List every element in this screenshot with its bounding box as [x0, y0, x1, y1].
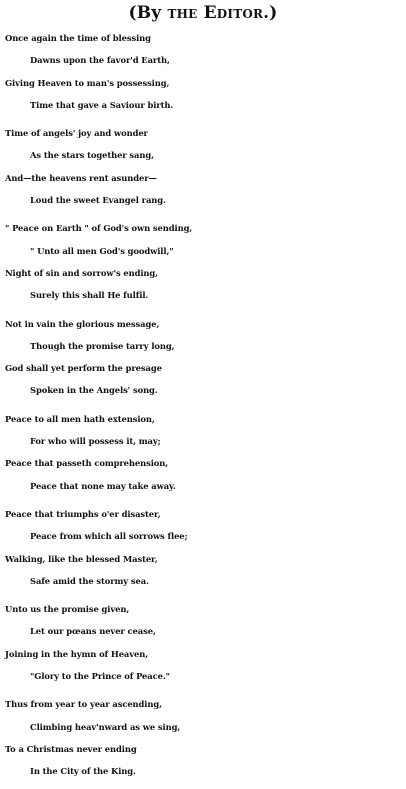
poem-line: Peace that none may take away. — [30, 480, 176, 491]
poem-line: Spoken in the Angels' song. — [30, 385, 158, 396]
poem-line: In the City of the King. — [30, 766, 136, 777]
poem-line: Not in vain the glorious message, — [5, 318, 160, 329]
poem-line: Climbing heav'nward as we sing, — [30, 721, 181, 732]
poem-line: God shall yet perform the presage — [5, 363, 162, 374]
poem-line: Peace from which all sorrows flee; — [30, 531, 188, 542]
poem-line: Time of angels' joy and wonder — [5, 128, 148, 139]
poem-line: For who will possess it, may; — [30, 436, 161, 447]
poem-line: Giving Heaven to man's possessing, — [5, 77, 170, 88]
poem-line: Joining in the hymn of Heaven, — [5, 648, 149, 659]
poem — [5, 27, 405, 789]
poem-line: Dawns upon the favor'd Earth, — [30, 55, 170, 66]
byline-author: the Editor. — [167, 3, 270, 23]
stanza-5 — [5, 408, 405, 497]
poem-line: Loud the sweet Evangel rang. — [30, 195, 166, 206]
stanza-7 — [5, 598, 405, 687]
stanza-8 — [5, 693, 405, 782]
poem-line: " Unto all men God's goodwill," — [30, 245, 174, 256]
poem-line: As the stars together sang, — [30, 150, 154, 161]
poem-line: Safe amid the stormy sea. — [30, 575, 149, 586]
poem-line: Once again the time of blessing — [5, 33, 151, 43]
poem-line: To a Christmas never ending — [5, 743, 137, 754]
stanza-3 — [5, 217, 405, 306]
poem-line: Peace that triumphs o'er disaster, — [5, 508, 161, 519]
poem-line: Walking, like the blessed Master, — [5, 553, 158, 564]
stanza-1 — [5, 27, 405, 116]
stanza-6 — [5, 503, 405, 592]
byline — [0, 2, 406, 24]
poem-line: Unto us the promise given, — [5, 604, 130, 615]
poem-line: Let our pœans never cease, — [30, 626, 156, 637]
stanza-2 — [5, 122, 405, 211]
poem-line: Thus from year to year ascending, — [5, 699, 162, 710]
poem-line: And—the heavens rent asunder— — [5, 172, 157, 183]
poem-line: Time that gave a Saviour birth. — [30, 99, 174, 110]
poem-line: Surely this shall He fulfil. — [30, 290, 149, 301]
poem-line: Night of sin and sorrow's ending, — [5, 267, 158, 278]
byline-close: ) — [269, 3, 278, 23]
poem-line: Peace to all men hath extension, — [5, 413, 155, 424]
poem-line: Though the promise tarry long, — [30, 340, 175, 351]
stanza-4 — [5, 313, 405, 402]
poem-line: " Peace on Earth " of God's own sending, — [5, 223, 193, 234]
poem-line: "Glory to the Prince of Peace." — [30, 671, 170, 682]
byline-open: (By — [128, 3, 168, 23]
poem-line: Peace that passeth comprehension, — [5, 458, 169, 469]
